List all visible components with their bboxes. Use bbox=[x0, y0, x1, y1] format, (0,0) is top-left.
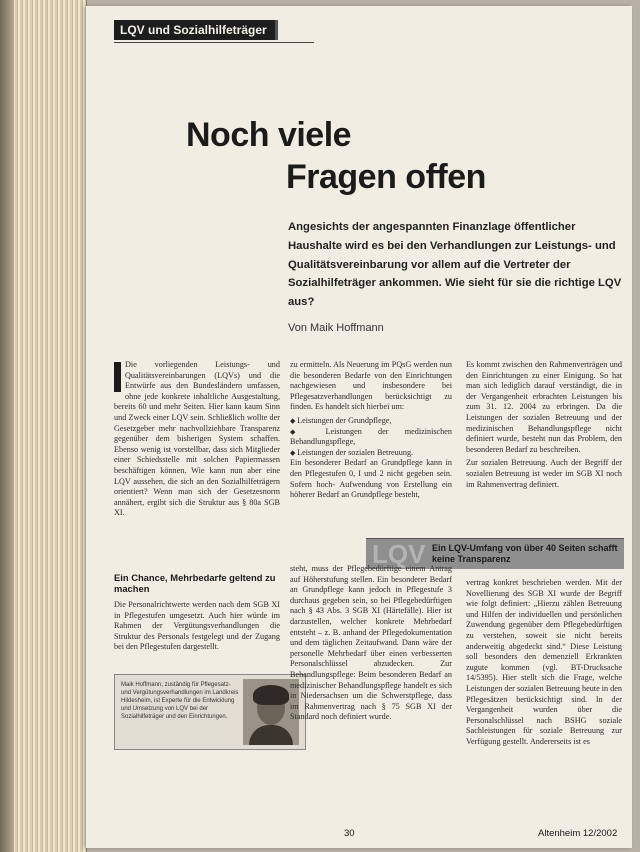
body-paragraph: vertrag konkret beschrieben werden. Mit der Novellierung des SGB XI wurde der Begriff wie folgt definiert: „Hierzu zählen Betreuung und Hilfen der individuellen und persönlichen Zuwendung gegenüber dem Pflegebedürftigen zu verstehen, soweit sie nicht bereits anderweitig abgedeckt sind.“ Diese Leistung soll besonders den demenziell Erkrankten zugute kommen (vgl. BT-Drucksache 14/5395). Hier stellt sich die Frage, welche Leistungen der sozialen Betreuung heute in den Pflegesätzen berücksichtigt sind. In der Vergangenheit wurden über die Personalschlüssel nach BSHG soziale Sachleistungen für soziale Betreuung zur Verfügung gestellt. Andererseits ist es bbox=[466, 578, 622, 746]
subheading: Ein Chance, Mehrbedarfe geltend zu machen bbox=[114, 572, 276, 594]
body-column-1 bbox=[114, 360, 280, 560]
drop-cap bbox=[114, 362, 121, 392]
author-photo-box bbox=[114, 674, 306, 750]
body-column-2-continued bbox=[290, 564, 452, 826]
photo-caption: Maik Hoffmann, zuständig für Pflegesatz- und Vergütungsverhandlungen im Landkreis Hildesheim, ist Experte für die Entwicklung und Umsetzung von LQV bei der Sozialhilfeträger und den Einrichtungen. bbox=[121, 682, 239, 720]
body-paragraph: Zur sozialen Betreuung. Auch der Begriff der sozialen Betreuung ist weder im SGB XI noch im Rahmenvertrag definiert. bbox=[466, 458, 622, 489]
magazine-issue: Altenheim 12/2002 bbox=[538, 828, 618, 839]
body-paragraph: Die Personalrichtwerte werden nach dem SGB XI in Pflegestufen umgesetzt. Auch hier würde im Rahmen der Vergütungsverhandlungen die Struktur des Personals festgelegt und der Zugang bei den Pflegestufen dargestellt. bbox=[114, 600, 280, 652]
pull-quote-text: Ein LQV-Umfang von über 40 Seiten schafft keine Transparenz bbox=[432, 543, 618, 564]
byline: Von Maik Hoffmann bbox=[288, 322, 384, 334]
book-spine-shadow bbox=[0, 0, 14, 852]
section-kicker: LQV und Sozialhilfeträger bbox=[114, 20, 278, 40]
body-column-3-continued bbox=[466, 578, 622, 826]
pull-quote-tag: LQV bbox=[372, 539, 426, 569]
portrait-hair bbox=[253, 685, 289, 705]
body-column-2 bbox=[290, 360, 452, 540]
magazine-page bbox=[86, 6, 632, 848]
portrait-body bbox=[249, 725, 293, 745]
headline-line-2: Fragen offen bbox=[286, 158, 486, 196]
body-column-3 bbox=[466, 360, 622, 548]
body-paragraph: steht, muss der Pflegebedürftige einem Antrag auf Höherstufung stellen. Ein besonderer Bedarf an Grundpflege kann jedoch in Pflegestufe 3 durchaus gegeben sein, so bei Pflegebedürftigen nach § 43 Abs. 3 SGB XI (Härtefälle). Hier ist darzustellen, welcher konkrete Mehrbedarf entsteht – z. B. anhand der Pflegedokumentation und dem täglichen Zeitaufwand. Dann wäre der personelle Mehrbedarf über einen verbesserten Personalschlüssel abzudecken. Zur Behandlungspflege: Beim besonderen Bedarf an medizinischer Behandlungspflege handelt es sich in Niedersachsen um die Schwerstpflege, dass im Rahmenvertrag nach § 75 SGB XI der Standard noch definiert wurde. bbox=[290, 564, 452, 722]
body-paragraph: Die vorliegenden Leistungs- und Qualitätsvereinbarungen (LQVs) und die Entwürfe aus den Bundesländern umfassen, ohne jede konkrete inhaltliche Ausgestaltung, bereits 60 und mehr Seiten. Hier kann kaum Sinn und Zweck einer LQV sein. Schließlich wollte der Gesetzgeber mehr nachvollziehbare Transparenz gegenüber dem bisherigen System schaffen. Ebenso wenig ist vorstellbar, dass sich Mitglieder einer Schiedsstelle mit solchen Papiermassen beschäftigen können. Wie kann nun aber eine LQV aussehen, die sich an den Sozialhilfeträgern orientiert? Wenn man sich der Gesetzesnorm annähert, ergibt sich die Struktur aus § 80a SGB XI. bbox=[114, 360, 280, 518]
body-paragraph: Ein besonderer Bedarf an Grundpflege kann in den Pflegestufen 0, I und 2 nicht gegeben sein. Sofern hoch- Aufwendung von Erstellung ein höherer Bedarf an Grundpflege besteht, bbox=[290, 458, 452, 500]
bullet-item: ◆ Leistungen der medizinischen Behandlungspflege, bbox=[290, 427, 452, 448]
bullet-item: ◆ Leistungen der Grundpflege, bbox=[290, 416, 452, 427]
kicker-rule bbox=[114, 42, 314, 43]
bullet-item: ◆ Leistungen der sozialen Betreuung. bbox=[290, 448, 452, 459]
body-paragraph: zu ermitteln. Als Neuerung im PQsG werden nun die besonderen Bedarfe von den Einrichtungen nachgewiesen und insbesondere bei Pflegesatzverhandlungen berücksichtigt zu finden. Es handelt sich hierbei um: bbox=[290, 360, 452, 412]
page-number: 30 bbox=[344, 828, 355, 839]
headline-line-1: Noch viele bbox=[186, 116, 352, 154]
body-column-1-continued bbox=[114, 600, 280, 660]
body-paragraph: Es kommt zwischen den Rahmenverträgen und den Einrichtungen zu einer Einigung. So hat man sich lediglich darauf verständigt, die in der Vergangenheit erbrachten Leistungen bis zum 31. 12. 2004 zu erbringen. Da die Leistungen der sozialen Betreuung und der medizinischen Behandlungspflege nicht definiert wurde, besteht nun das Problem, den besonderen Bedarf zu beschreiben. bbox=[466, 360, 622, 454]
lead-paragraph: Angesichts der angespannten Finanzlage öffentlicher Haushalte wird es bei den Verhandlungen zur Leistungs- und Qualitätsvereinbarung vor allem auf die Vertreter der Sozialhilfeträger ankommen. Wie sieht für sie die richtige LQV aus? bbox=[288, 221, 622, 309]
